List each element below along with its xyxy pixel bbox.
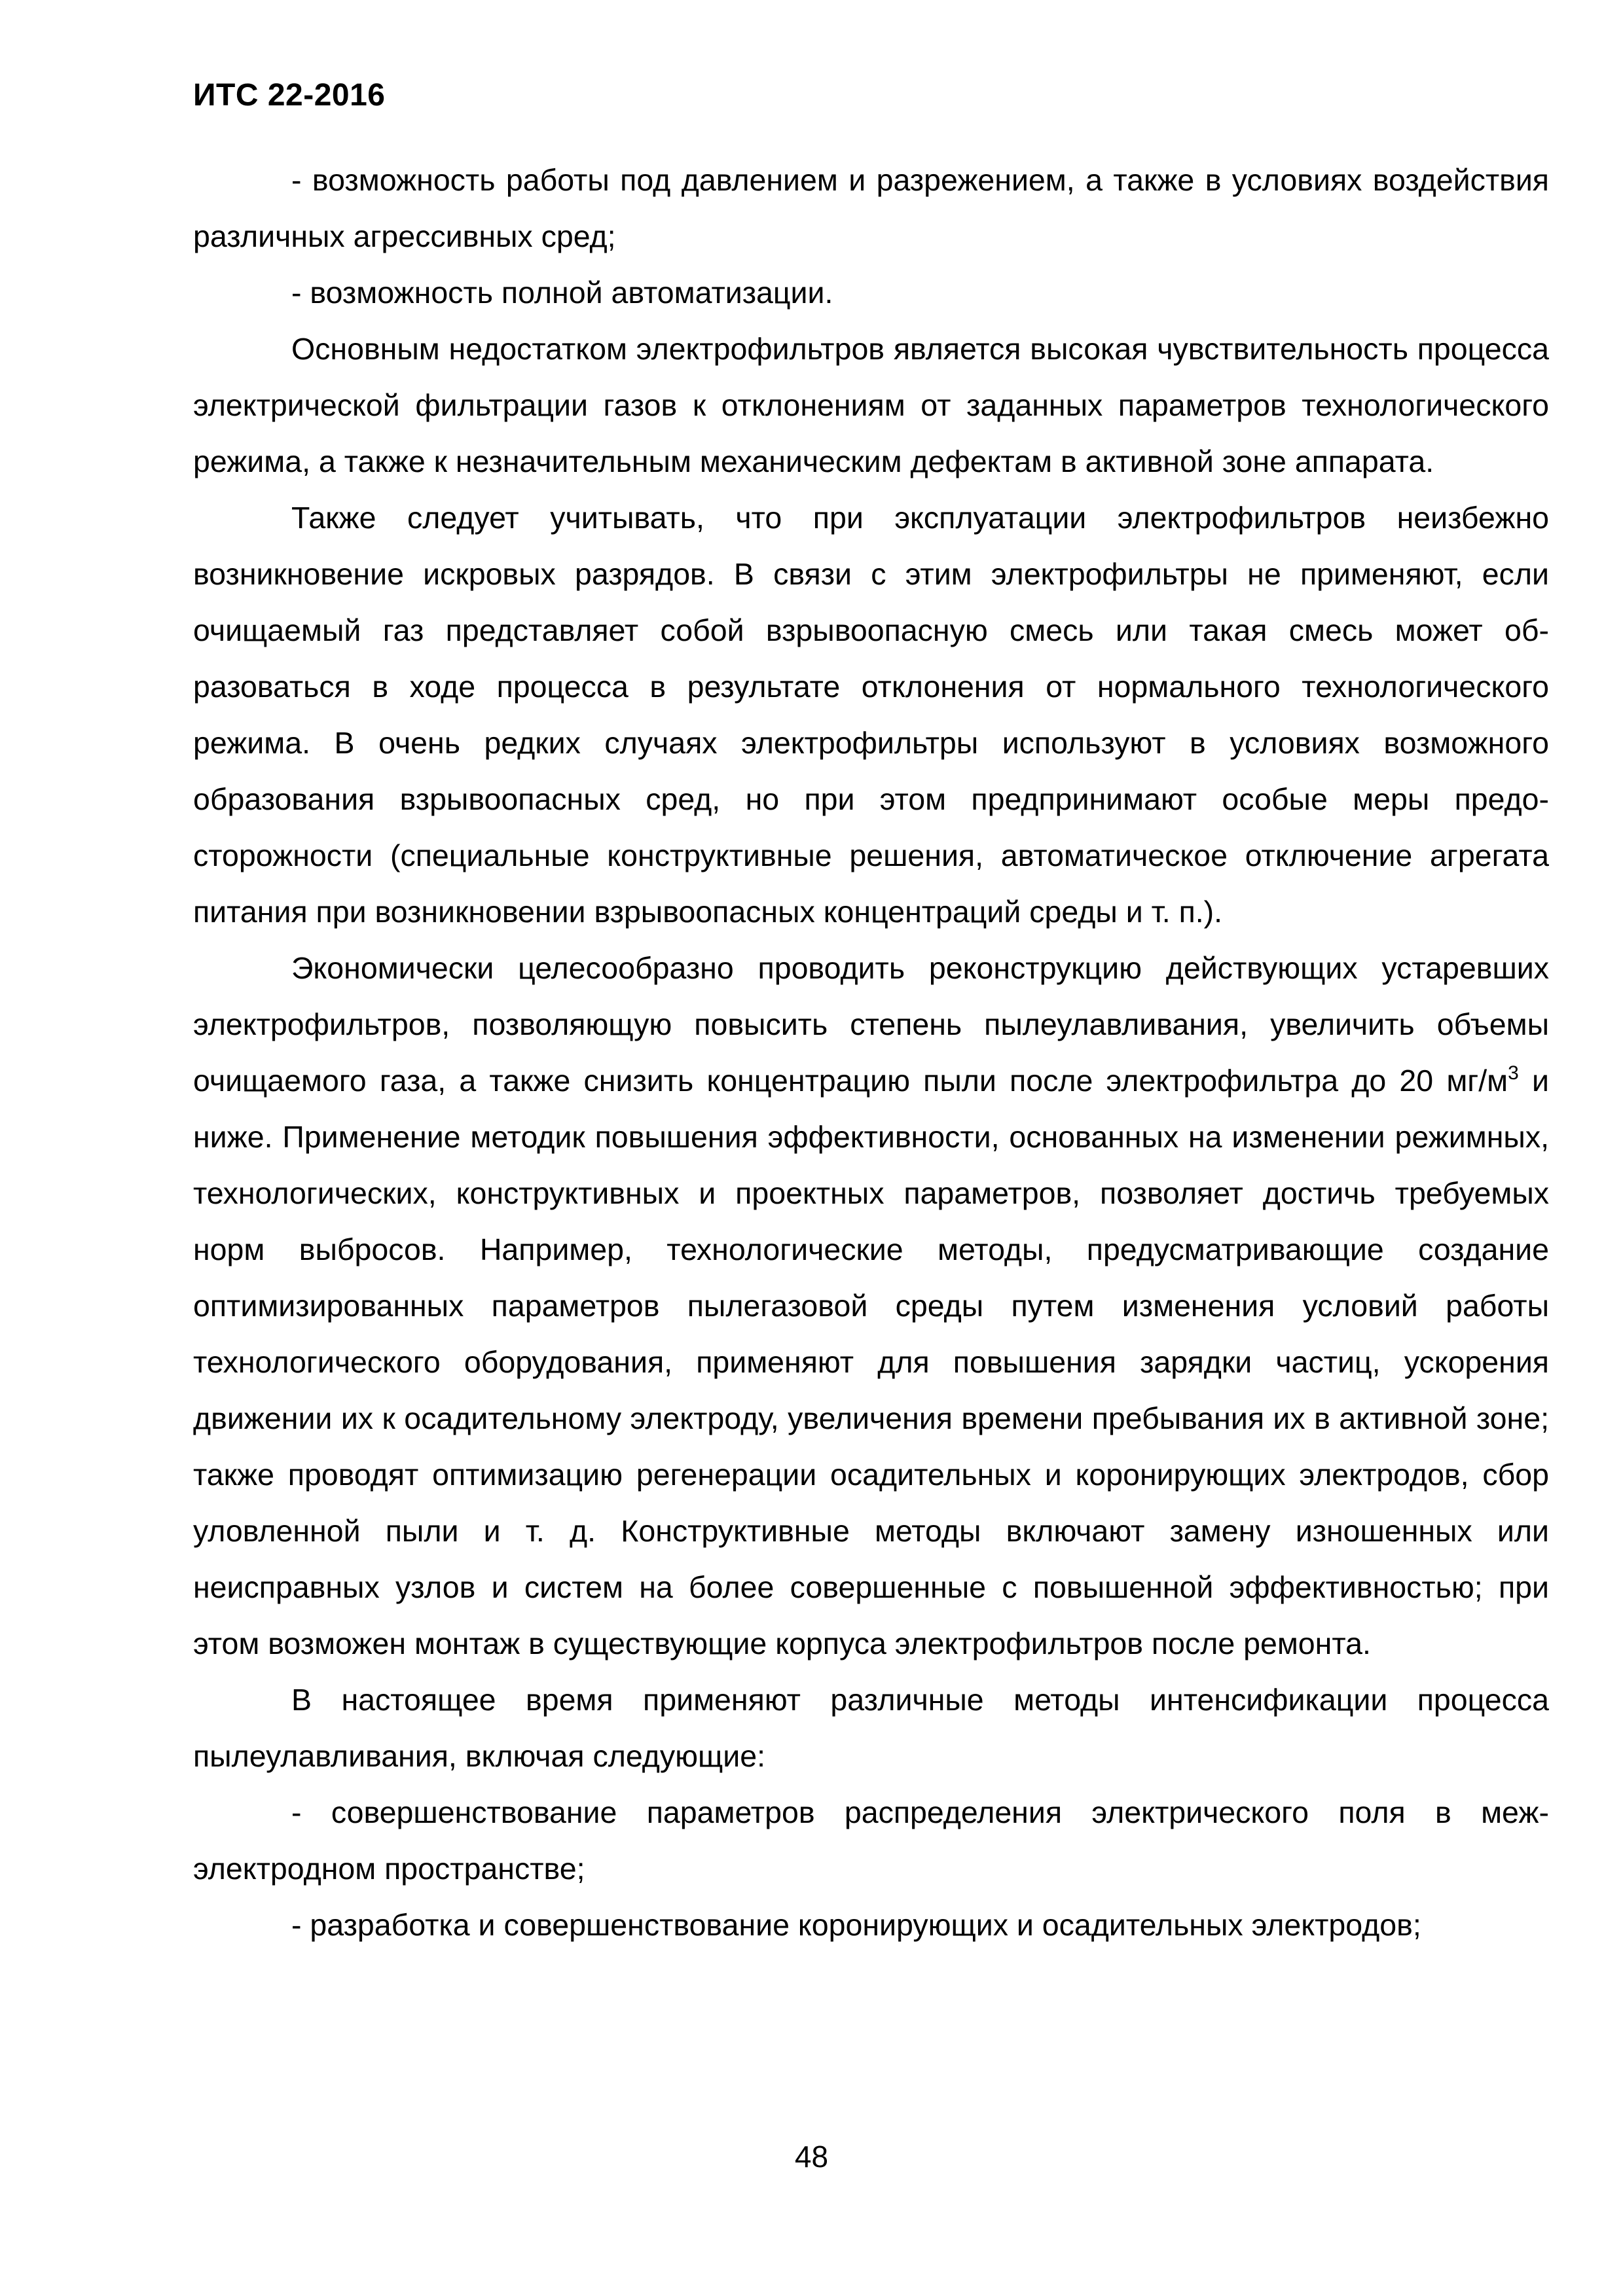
list-item-pressure: - возможность работы под давлением и разрежением, а также в условиях воздействия различных агрессивных сред; [193, 163, 1549, 253]
list-item-automation: - возможность полной автоматизации. [291, 276, 833, 310]
paragraph-reconstruction [193, 940, 1549, 1672]
paragraph-spark-discharges: Также следует учитывать, что при эксплуатации электрофильтров неизбежно возникновение искровых разрядов. В связи с этим электрофильтры не применяют, если очищаемый газ представляет собой взрывоопасную смесь или такая смесь может образоваться в ходе процесса в результате отклонения от нормального технологического режима. В очень редких случаях электрофильтры используют в условиях возможного образования взрывоопасных сред, но при этом предпринимают особые меры предосторожности (специальные конструктивные решения, автоматическое отключение агрегата питания при возникновении взрывоопасных концентраций среды и т. п.). [193, 501, 1549, 929]
list-item-electrodes: - разработка и совершенствование коронирующих и осадительных электродов; [291, 1908, 1421, 1942]
document-body [193, 152, 1549, 1953]
document-code-header: ИТС 22-2016 [193, 78, 386, 113]
paragraph-main-drawback: Основным недостатком электрофильтров является высокая чувствительность процесса электрической фильтрации газов к отклонениям от заданных параметров технологического режима, а также к незначительным механическим дефектам в активной зоне аппарата. [193, 332, 1549, 478]
paragraph-intensification-methods: В настоящее время применяют различные методы интенсификации процесса пылеулавливания, включая следующие: [193, 1683, 1549, 1773]
list-item-field-distribution: - совершенствование параметров распределения электрического поля в межэлектродном пространстве; [193, 1795, 1549, 1886]
reconstruction-text-start: Экономически целесообразно проводить реконструкцию действующих устаревших электрофильтров, позволяющую повысить степень пылеулавливания, увеличить объемы очищаемого газа, а также снизить концентрацию пыли после электрофильтра до 20 мг/м [193, 951, 1549, 1098]
cubic-superscript: 3 [1508, 1062, 1519, 1084]
page-number: 48 [794, 2140, 829, 2174]
reconstruction-text-end: и ниже. Применение методик повышения эффективности, основанных на изменении режимных, технологических, конструктивных и проектных параметров, позволяет достичь требуемых норм выбросов. Например, технологические методы, предусматривающие создание оптимизированных параметров пылегазовой среды путем изменения условий работы технологического оборудования, применяют для повышения зарядки частиц, ускорения движении их к осадительному электроду, увеличения времени пребывания их в активной зоне; также проводят оптимизацию регенерации осадительных и коронирующих электродов, сбор уловленной пыли и т. д. Конструктивные методы включают замену изношенных или неисправных узлов и систем на более совершенные с повышенной эффективностью; при этом возможен монтаж в существующие корпуса электрофильтров после ремонта. [193, 1064, 1549, 1660]
